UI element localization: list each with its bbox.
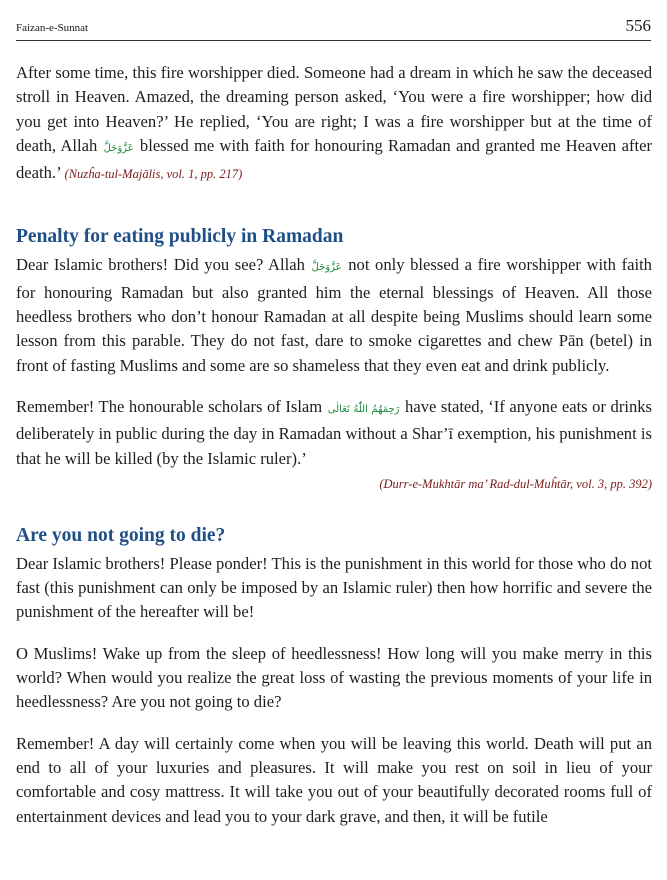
intro-paragraph [16,61,652,186]
penalty-reference: (Durr-e-Mukhtār ma’ Rad-dul-Muĥtār, vol. 3, pp. 392) [379,476,652,491]
penalty-p1-text-a: Dear Islamic brothers! Did you see? Allah [16,255,305,275]
die-paragraph-2: O Muslims! Wake up from the sleep of heedlessness! How long will you make merry in this world? When would you realize the great loss of wasting the previous moments of your life in heedlessness? Are you not going to die? [16,643,652,712]
page-header [16,14,651,41]
intro-text-b: blessed me with faith for honouring Ramadan and granted me Heaven after death.’ [16,135,653,183]
penalty-paragraph-1 [16,253,652,377]
intro-reference: (Nuzĥa-tul-Majālis, vol. 1, pp. 217) [64,167,243,182]
intro-text-a: After some time, this fire worshipper died. Someone had a dream in which he saw the deceased stroll in Heaven. Amazed, the dreaming person asked, ‘You were a fire worshipper; how did you get into Heaven?’ He replied, ‘You are right; I was a fire worshipper but at the time of death, Allah [16,63,652,155]
penalty-p2-text-b: have stated, ‘If anyone eats or drinks deliberately in public during the day in Ramadan without a Shar’ī exemption, his punishment is that he will be killed (by the Islamic ruler).’ [16,396,653,468]
arabic-honorific-scholars: رَحِمَهُمُ اللّٰهُ تَعَالٰی [327,403,400,415]
penalty-p1-text-b: not only blessed a fire worshipper with faith for honouring Ramadan but also granted him the eternal blessings of Heaven. All those heedless brothers who don’t honour Ramadan at all despite being Muslims should learn some lesson from this parable. They do not fast, dare to smoke cigarettes and chew Pān (betel) in front of fasting Muslims and some are so shameless that they even eat and drink publicly. [16,255,652,375]
penalty-p2-text-a: Remember! The honourable scholars of Islam [16,396,323,416]
arabic-honorific: عَزَّوَجَلَّ [311,262,342,274]
section-heading-die: Are you not going to die? [16,524,226,546]
section-heading-penalty: Penalty for eating publicly in Ramadan [16,226,344,248]
penalty-reference-line [16,475,652,493]
die-paragraph-3: Remember! A day will certainly come when you will be leaving this world. Death will put an end to all of your luxuries and pleasures. It will make you rest on soil in lieu of your comfortable and cosy mattress. It will take you out of your beautifully decorated rooms full of entertainment devices and lead you to your dark grave, and then, it will be futile [16,733,652,826]
penalty-paragraph-2 [16,395,652,471]
page-content [16,61,652,829]
book-title: Faizan-e-Sunnat [16,22,89,34]
page-number: 556 [625,16,651,35]
arabic-honorific: عَزَّوَجَلَّ [103,142,134,154]
die-paragraph-1: Dear Islamic brothers! Please ponder! This is the punishment in this world for those who do not fast (this punishment can only be imposed by an Islamic ruler) then how horrific and severe the punishment of the hereafter will be! [16,553,652,622]
